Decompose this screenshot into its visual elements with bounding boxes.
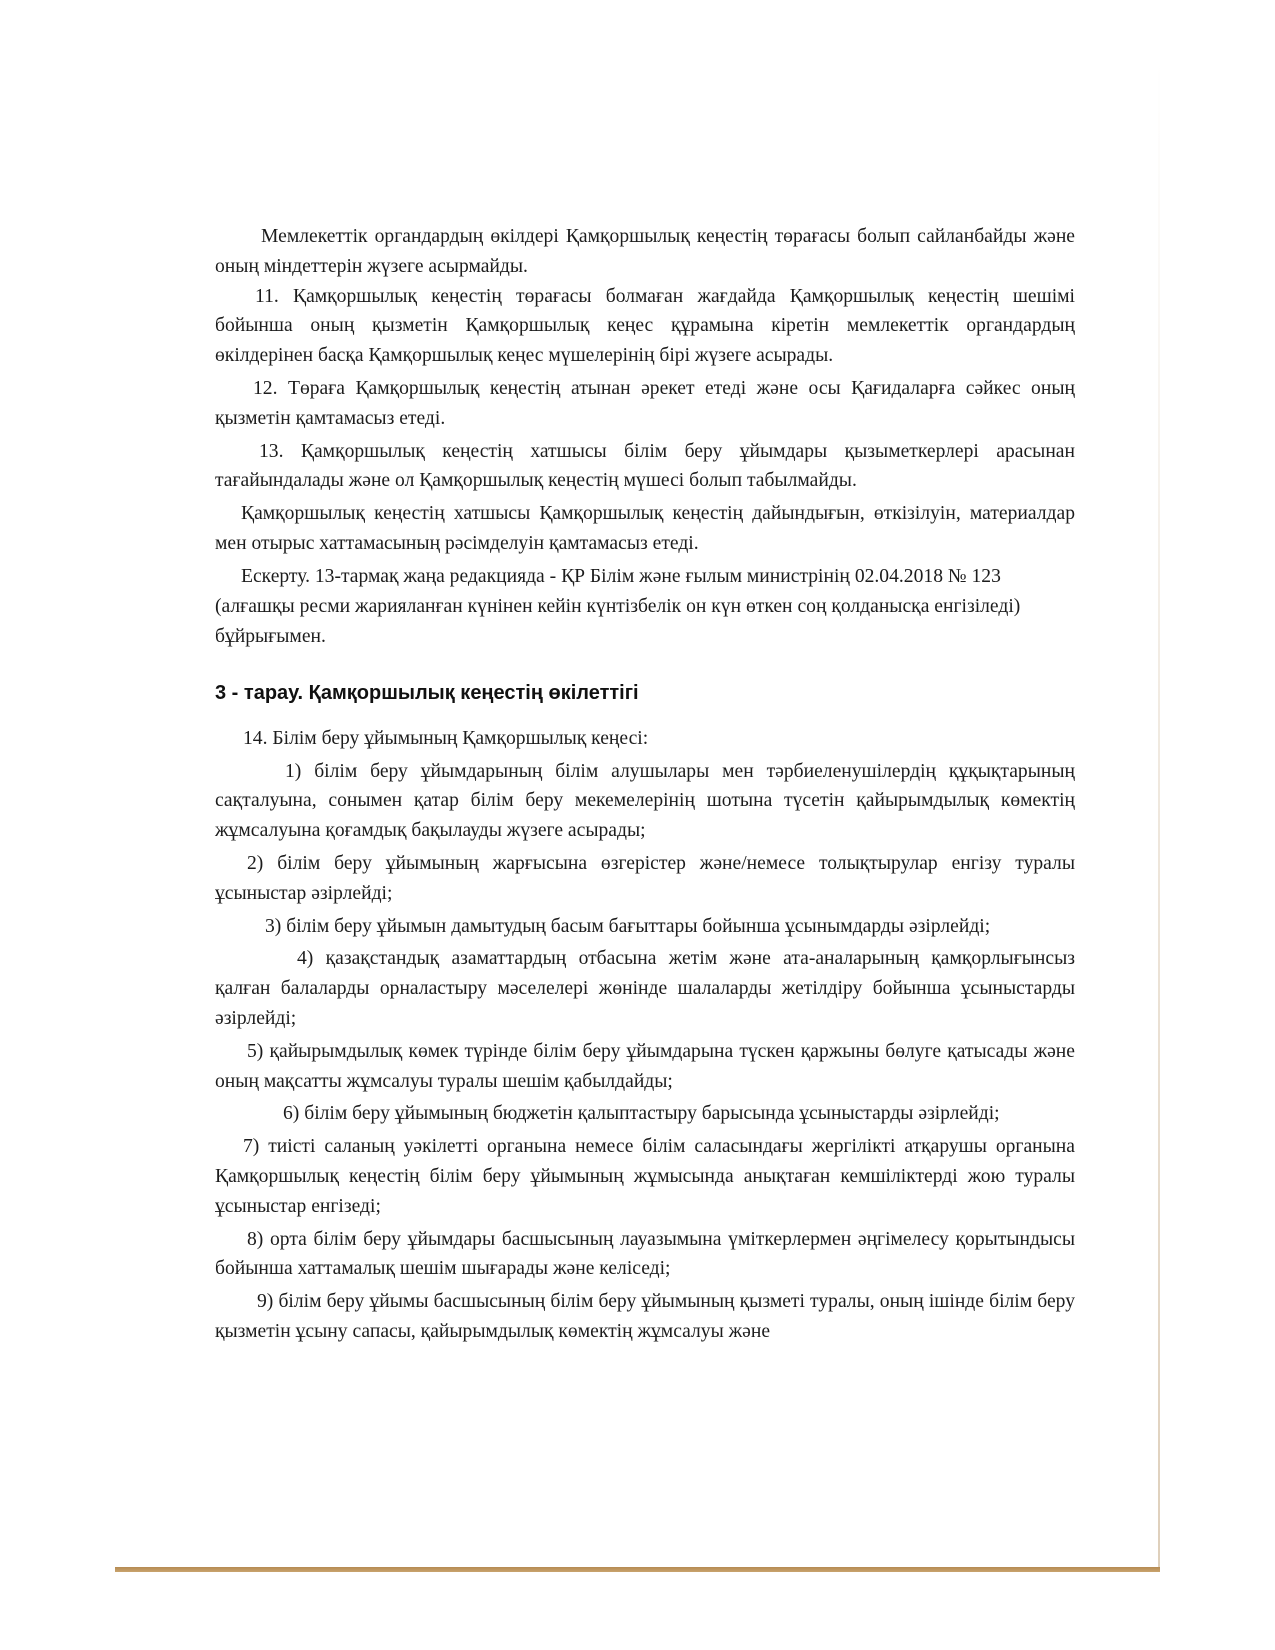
list-item-3: 3) білім беру ұйымын дамытудың басым бағыттары бойынша ұсынымдарды әзірлейді; bbox=[265, 915, 991, 937]
paragraph-item-13: 13. Қамқоршылық кеңестің хатшысы білім беру ұйымдары қызыметкерлері арасынан тағайындалады және ол Қамқоршылық кеңестің мүшесі болып табылмайды. bbox=[215, 440, 1075, 492]
paragraph-state-representatives: Мемлекеттік органдардың өкілдері Қамқоршылық кеңестің төрағасы болып сайланбайды және оның міндеттерін жүзеге асырмайды. bbox=[215, 226, 1075, 277]
sheet-right-edge bbox=[1158, 60, 1160, 1570]
paragraph-secretary-duties: Қамқоршылық кеңестің хатшысы Қамқоршылық кеңестің дайындығын, өткізілуін, материалдар мен отырыс хаттамасының рәсімделуін қамтамасыз етеді. bbox=[215, 503, 1075, 554]
list-item-9: 9) білім беру ұйымы басшысының білім беру ұйымының қызметі туралы, оның ішінде білім беру қызметін ұсыну сапасы, қайырымдылық көмектің жұмсалуы және bbox=[215, 1291, 1075, 1342]
document-body bbox=[215, 222, 1075, 1347]
paragraph-item-14: 14. Білім беру ұйымының Қамқоршылық кеңесі: bbox=[243, 727, 649, 749]
list-item-2: 2) білім беру ұйымының жарғысына өзгерістер және/немесе толықтырулар енгізу туралы ұсыныстар әзірлейді; bbox=[215, 852, 1075, 904]
list-item-5: 5) қайырымдылық көмек түрінде білім беру ұйымдарына түскен қаржыны бөлуге қатысады және оның мақсатты жұмсалуы туралы шешім қабылдайды; bbox=[215, 1040, 1075, 1092]
paragraph-note: Ескерту. 13-тармақ жаңа редакцияда - ҚР Білім және ғылым министрінің 02.04.2018 № 123 (алғашқы ресми жарияланған күнінен кейін күнтізбелік он күн өткен соң қолданысқа енгізіледі) бұйрығымен. bbox=[215, 565, 1021, 647]
list-item-7: 7) тиісті саланың уәкілетті органына немесе білім саласындағы жергілікті атқарушы органына Қамқоршылық кеңестің білім беру ұйымының жұмысында анықтаған кемшіліктерді жою туралы ұсыныстар енгізеді; bbox=[215, 1136, 1075, 1217]
list-item-8: 8) орта білім беру ұйымдары басшысының лауазымына үміткерлермен әңгімелесу қорытындысы бойынша хаттамалық шешім шығарады және келіседі; bbox=[215, 1228, 1075, 1280]
list-item-6: 6) білім беру ұйымының бюджетін қалыптастыру барысында ұсыныстарды әзірлейді; bbox=[283, 1103, 1000, 1125]
section-heading: 3 - тарау. Қамқоршылық кеңестің өкілеттігі bbox=[215, 681, 639, 704]
sheet-bottom-edge bbox=[115, 1567, 1160, 1572]
paragraph-item-11: 11. Қамқоршылық кеңестің төрағасы болмаған жағдайда Қамқоршылық кеңестің шешімі бойынша оның қызметін Қамқоршылық кеңес құрамына кіретін мемлекеттік органдардың өкілдерінен басқа Қамқоршылық кеңес мүшелерінің бірі жүзеге асырады. bbox=[215, 285, 1075, 367]
paragraph-item-12: 12. Төраға Қамқоршылық кеңестің атынан әрекет етеді және осы Қағидаларға сәйкес оның қызметін қамтамасыз етеді. bbox=[215, 377, 1075, 429]
list-item-4: 4) қазақстандық азаматтардың отбасына жетім және ата-аналарының қамқорлығынсыз қалған балаларды орналастыру мәселелері жөнінде шалаларды жетілдіру бойынша ұсыныстарды әзірлейді; bbox=[215, 948, 1075, 1029]
list-item-1: 1) білім беру ұйымдарының білім алушылары мен тәрбиеленушілердің құқықтарының сақталуына, сонымен қатар білім беру мекемелерінің шотына түсетін қайырымдылық көмектің жұмсалуына қоғамдық бақылауды жүзеге асырады; bbox=[215, 760, 1075, 842]
